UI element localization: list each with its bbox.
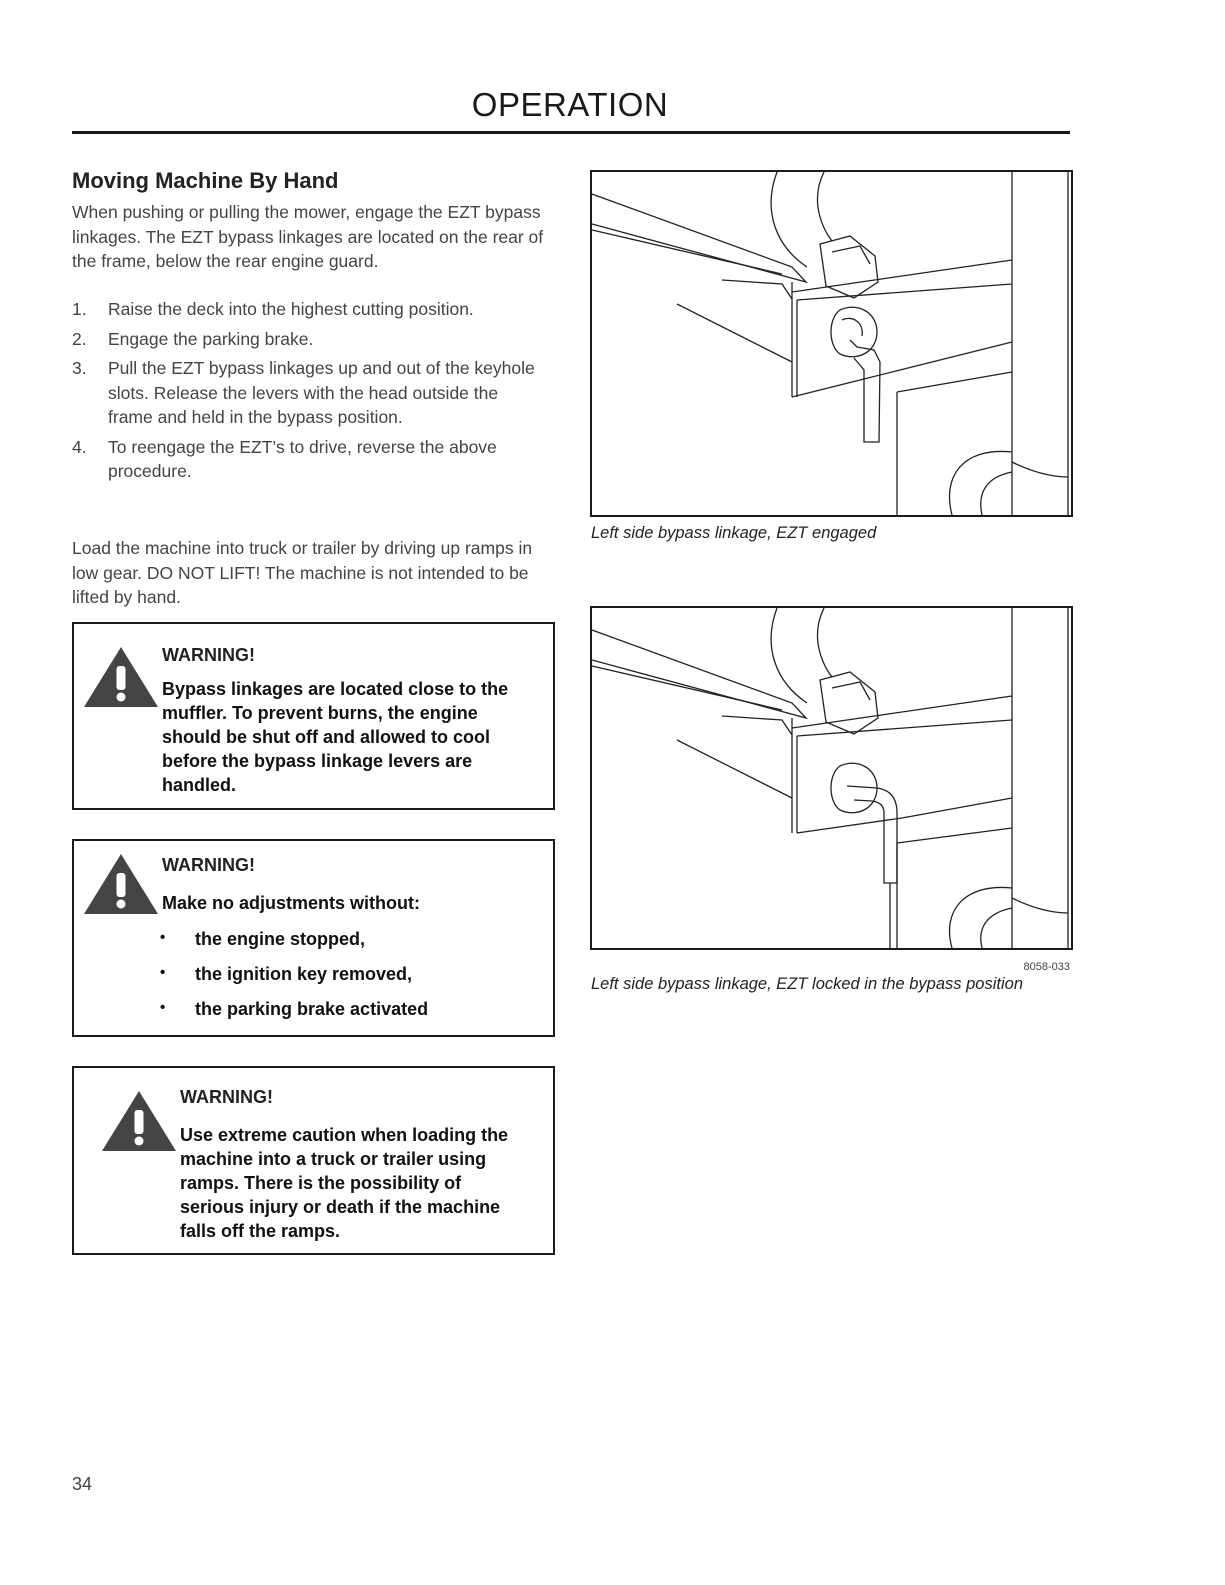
warning-condition-item: • the engine stopped,	[160, 929, 366, 949]
step-text: Engage the parking brake.	[108, 328, 314, 349]
warning-heading: WARNING!	[162, 855, 255, 875]
header-divider	[72, 131, 1070, 134]
warning-condition-item: • the parking brake activated	[160, 999, 429, 1019]
figure-code: 8058-033	[1023, 961, 1070, 973]
figure-bypass-engaged	[590, 170, 1073, 517]
figure-caption: Left side bypass linkage, EZT locked in the bypass position	[591, 975, 1023, 993]
warning-condition-text: the ignition key removed,	[195, 964, 413, 984]
step-number: 2.	[72, 328, 87, 349]
warning-body: Make no adjustments without:	[162, 893, 421, 913]
section-intro: When pushing or pulling the mower, engage the EZT bypass linkages. The EZT bypass linkages are located on the rear of the frame, below the rear engine guard.	[72, 202, 544, 271]
step-number: 1.	[72, 299, 87, 319]
step-item	[72, 327, 542, 352]
page-number: 34	[72, 1474, 93, 1494]
warning-condition-text: the parking brake activated	[195, 999, 429, 1019]
warning-heading: WARNING!	[162, 645, 255, 665]
figure-bypass-locked	[590, 606, 1073, 950]
warning-body: Use extreme caution when loading the machine into a truck or trailer using ramps. There is the possibility of serious injury or death if the machine falls off the ramps.	[180, 1125, 509, 1241]
step-text: To reengage the EZT’s to drive, reverse the above procedure.	[108, 436, 497, 481]
bypass-linkage-engaged-illustration	[592, 172, 1071, 515]
step-item	[72, 356, 542, 430]
warning-box-loading	[72, 1066, 555, 1255]
warning-condition-item: • the ignition key removed,	[160, 964, 413, 984]
warning-box-adjustments	[72, 839, 555, 1037]
warning-box-muffler	[72, 622, 555, 810]
warning-triangle-icon	[99, 1088, 179, 1154]
step-item	[72, 297, 542, 322]
warning-triangle-icon	[81, 851, 161, 917]
warning-heading: WARNING!	[180, 1087, 273, 1107]
step-item	[72, 435, 542, 484]
page-header-title: OPERATION	[471, 86, 669, 123]
warning-triangle-icon	[81, 644, 161, 710]
section-title: Moving Machine By Hand	[72, 168, 339, 193]
warning-condition-list	[160, 929, 540, 1034]
figure-caption: Left side bypass linkage, EZT engaged	[591, 524, 877, 542]
step-number: 4.	[72, 436, 87, 457]
section-closing: Load the machine into truck or trailer by driving up ramps in low gear. DO NOT LIFT! The machine is not intended to be lifted by hand.	[72, 538, 533, 607]
warning-body: Bypass linkages are located close to the muffler. To prevent burns, the engine should be shut off and allowed to cool before the bypass linkage levers are handled.	[162, 679, 509, 795]
step-number: 3.	[72, 358, 87, 378]
bypass-linkage-locked-illustration	[592, 608, 1071, 948]
step-list	[72, 297, 542, 489]
step-text: Pull the EZT bypass linkages up and out of the keyhole slots. Release the levers with the head outside the frame and held in the bypass position.	[108, 358, 535, 427]
warning-condition-text: the engine stopped,	[195, 929, 366, 949]
step-text: Raise the deck into the highest cutting position.	[108, 299, 474, 319]
